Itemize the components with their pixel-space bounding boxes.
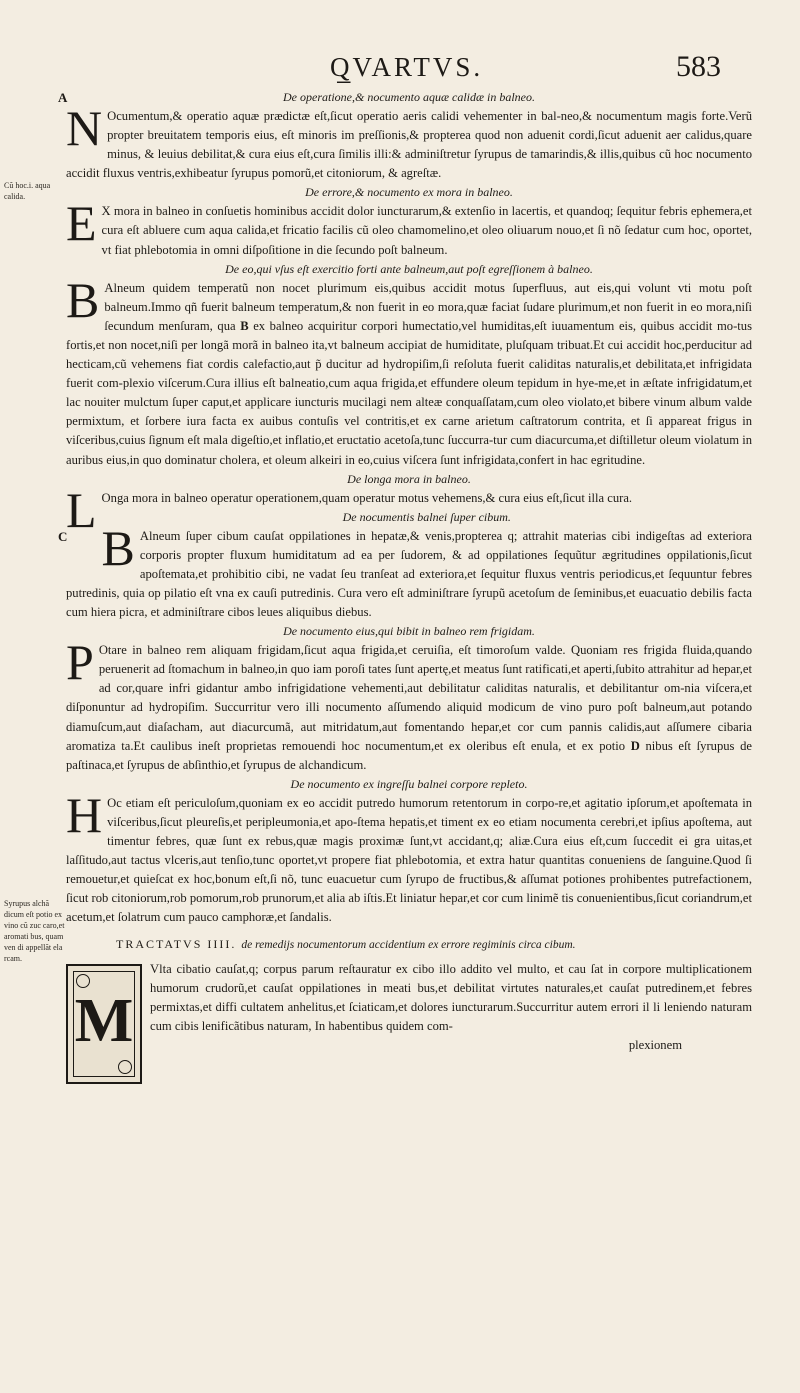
section-letter-b: B: [240, 318, 249, 333]
tractatus-heading: [116, 935, 752, 955]
section-mora: [66, 183, 752, 259]
section-letter-c: C: [58, 528, 68, 544]
page-number: 583: [676, 50, 721, 83]
drop-cap: B: [66, 271, 100, 328]
catchword: plexionem: [628, 1037, 682, 1052]
section-heading: De operatione,& nocumento aquæ calidæ in balneo.: [283, 90, 535, 104]
section-heading: De nocumento eius,qui bibit in balneo rem frigidam.: [283, 624, 535, 639]
section-heading: De nocumento ex ingreſſu balnei corpore repleto.: [290, 776, 528, 791]
section-letter-d: D: [630, 738, 640, 753]
section-text: Otare in balneo rem aliquam frigidam,ſicut aqua frigida,et ceruiſia, eſt timoroſum valde. Quoniam res frigida fluida,quando peruenerit ad ſtomachum in balneo,in quo iam poroſi tates ſunt apertę,et meatus ſunt ratificati,et aperti,ſubito attrahitur ad hepar,et ad cor,quare infri gidantur ambo infrigidatione vehementi,aut debilitatur caliditas naturalis, et debilitantur om-nia viſcera,et diſponuntur ad hydropiſim. Succurritur vero illi nocumento aſſumendo aliquid modicum de vino puro poſt balneum,aut potando diamuſcum,aut diaſacham, aut diacurcumã, aut mitridatum,aut fomentando hepar,et cor cum pannis calidis,aut aſſumere cibaria aromatiza ta.Et caulibus ineſt proprietas remouendi hoc nocumentum,et ex oleribus eſt enula, et ex potio: [66, 643, 752, 753]
section-letter-a: A: [58, 90, 68, 105]
drop-cap: P: [66, 634, 94, 691]
ornament-letter: M: [74, 986, 134, 1055]
section-aqua-calida: [58, 88, 752, 183]
section-heading: De eo,qui vſus eſt exercitio forti ante balneum,aut poſt egreſſionem à balneo.: [225, 261, 593, 276]
section-rem-frigidam: [66, 622, 752, 775]
section-text: Vlta cibatio cauſat,q; corpus parum reſtauratur ex cibo illo addito vel multo, et cau ſat in corpore multiplicationem humorum crudorũ,et cauſat oppilationes in meati bus,et debilitat virtutes naturales,et cauſat putredinem,et febres permixtas,et diffi cultatem anhelitus,et ſciaticam,et dolores iuncturarum.Succurritur autem errori il li leniendo naturam cum cibis lenificãtibus naturam, In habentibus quidem com-: [150, 961, 752, 1033]
margin-note-1: Cũ hoc.i. aqua calida.: [4, 181, 51, 201]
drop-cap: B: [101, 519, 135, 576]
running-title: Q̲VARTVS.: [330, 52, 484, 82]
tractatus-title: de remedijs nocumentorum accidentium ex errore regiminis circa cibum.: [241, 939, 576, 952]
margin-note-2: Syrupus alchã dicum eſt potio ex vino cũ zuc caro,et aromati bus, quam ven di appellãt ela rcam.: [4, 899, 65, 963]
drop-cap: E: [66, 195, 97, 252]
section-text: X mora in balneo in conſuetis hominibus accidit dolor iuncturarum,& extenſio in lacertis, et quandoq; ſequitur febris ephemera,et cura eſt abluere cum aqua calida,et fricatio facilis cũ oleo chamomelino,et oleo oliuarum nouo,et ſi nõ ſedatur cum hoc, oportet, vt fiat phlebotomia in omni diſpoſitione in die ſecundo poſt balneum.: [101, 204, 752, 257]
page-header: [0, 50, 800, 90]
drop-cap: H: [66, 786, 103, 843]
section-heading: De errore,& nocumento ex mora in balneo.: [305, 185, 513, 200]
ornamental-initial: [66, 964, 142, 1084]
section-text: Onga mora in balneo operatur operationem,quam operatur motus vehemens,& cura eius eſt,ſicut illa cura.: [101, 490, 633, 505]
drop-cap: L: [66, 481, 97, 538]
section-text: Oc etiam eſt periculoſum,quoniam ex eo accidit putredo humorum retentorum in corpo-re,et agitatio ipſorum,et apoſtemata in viſceribus,ſicut pleureſis,et peripleumonia,et apo-ſtema hepatis,et timent ex eo etiam nocumenta cerebri,et ipſius apoſtema, aut timentur febres, quæ ſunt ex rebus,quæ magis proximæ ſunt,vt accidant,q; aliæ.Cura eius eſt,cum ſuccedit ei gra uitas,et laſſitudo,aut tactus vlceris,aut tenſio,tunc oportet,vt propere fiat phlebotomia, et extra hatur quantitas conueniens de ſanguine.Quod ſi remouetur,et quieſcat ex hoc,bonum eſt,ſi nõ, tunc euacuetur cum ſyrupo de fructibus,& aſſumat potiones prohibentes putrefactionem, ſicut rob citoniorum,rob pomorum,rob prunorum,et alia ab iſtis.Et liniatur hepar,et cor cum linimẽ tis conuenientibus,ſicut coriandrum,et acetum,et ſolatrum cum pauco camphoræ,et ſandalis.: [66, 795, 752, 925]
tractatus-label: TRACTATVS IIII.: [116, 937, 237, 952]
section-text-cont: nibus eſt ſyrupus de paſtinaca,et ſyrupus de abſinthio,et ſyrupus de alchandicum.: [66, 738, 752, 772]
section-text: Alneum ſuper cibum cauſat oppilationes in hepatæ,& venis,propterea q; attrahit materias cibi indigeſtas ad exteriora corporis propter fluxum humiditatum ad ea per ſudorem, & ad oppilationes ſequũtur ægritudines oppilationis,ſicut apoſtemata,et prohibitio cibi, ne vadat ſeu tranſeat ad exteriora,et ſequitur fluxus ventris periodicus,et ſequuntur febres putredinis, quia op pilatio eſt vna ex cauſi putredinis. Cura vero eſt adminiſtrare ſyrupũ acetoſum de ſeminibus,et euacuatio debilis facta cum hiera picra, et adminiſtrare cibos leues aliquibus diebus.: [66, 528, 752, 620]
section-heading: De longa mora in balneo.: [347, 471, 471, 486]
section-super-cibum: [58, 508, 752, 622]
text-column: [58, 88, 752, 1085]
section-text: Ocumentum,& operatio aquæ prædictæ eſt,ſicut operatio aeris calidi vehementer in bal-neo,& nocumentum magis forte.Verũ propter breuitatem temporis eius, eſt minoris im preſſionis,& propterea quod non aduenit cordi,ſicut aduenit aer calidus,quare minus, & leuius debilitat,& cura eius eſt,cura ſimilis illi:& adminiſtretur ſyrupus de tamarindis,& illis,quibus cũ hoc nocumento accidit fluxus ventris,exhibeatur ſyrupus pomorũ,et citoniorum, & agreſtæ.: [66, 109, 752, 181]
section-multa-cibatio: [66, 960, 752, 1085]
section-corpore-repleto: [66, 775, 752, 928]
section-text-cont: ex balneo acquiritur corpori humectatio,vel humiditas,eſt iuuamentum eis, quibus accidit mo-tus fortis,et non nocet,niſi per longã morã in balneo ita,vt balneum accipiat de humiditate, pluſquam tribuat.Et cui accidit hoc,perducitur ad hecticam,cũ vehemens fiat cordis calefactio,aut p̃ ducitur ad hydropiſim,ſi reſoluta fuerit caliditas naturalis,et debilitata,et infrigidata fuerit com-plexio viſcerum.Cura illius eſt balneatio,cum aqua frigida,et effundere oleum tepidum in hye-me,et in æſtate infrigidatum,et lac nouiter mulctum ſuper caput,et applicare iuncturis mucilagi nem alteæ conquaſſatam,cum oleo violato,et bibere vinum album valde permixtum, et ſorbere iura facta ex auibus contuſis vel contritis,et ex carne arietum caſtratorum contrita, et ſi appareat frigus in viſceribus,cuius ſignum eſt mala digeſtio,et inflatio,et eructatio acetoſa,tunc ſuccurra-tur cum diacurcuma,et diſtilletur oleum violatum in auribus eius,in quo dominatur cholera, et oleum alkeiri in eo,cuius viſcera ſunt infrigidata,confert in hac egritudine.: [66, 318, 752, 467]
ornament-flourish: [118, 1060, 132, 1074]
section-heading: De nocumentis balnei ſuper cibum.: [342, 509, 511, 524]
section-exercitio: [66, 260, 752, 470]
section-text: Alneum quidem temperatũ non nocet plurimum eis,quibus accidit motus ſuperfluus, aut eis,qui volunt vti motu poſt balneum.Immo qñ fuerit balneum temperatum,& non fuerit in eo mora,quæ faciat ſudare plurimum,et non fuerit in eo mora,niſi ſecundum menſuram, qua: [104, 280, 752, 333]
drop-cap: N: [66, 100, 103, 156]
